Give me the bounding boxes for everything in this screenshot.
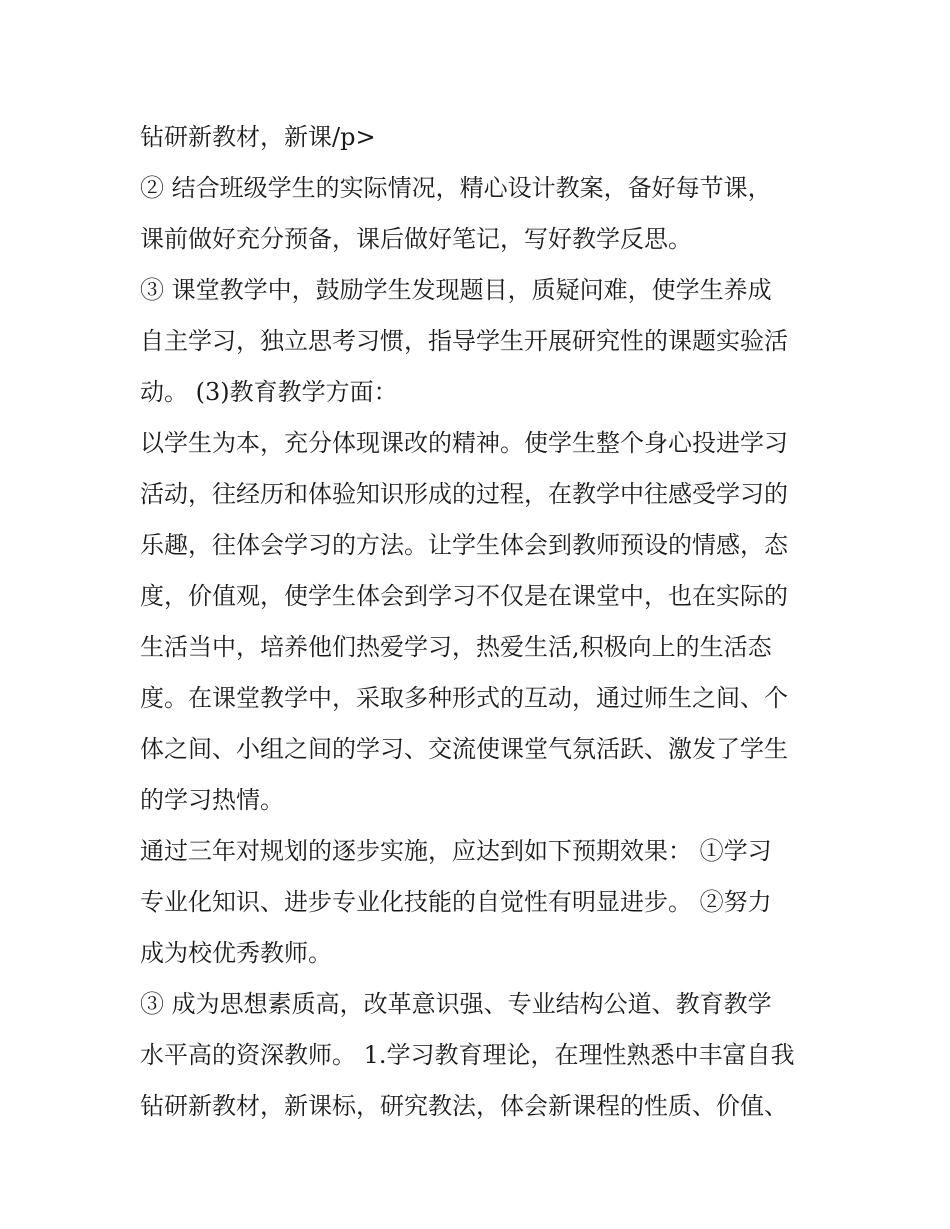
text-line: 乐趣，往体会学习的方法。让学生体会到教师预设的情感，态 bbox=[140, 531, 788, 559]
paragraph-6 bbox=[140, 979, 820, 1132]
text-line: 活动，往经历和体验知识形成的过程，在教学中往感受学习的 bbox=[140, 480, 788, 508]
paragraph-5 bbox=[140, 826, 820, 979]
document-body bbox=[140, 112, 820, 1132]
text-line: ③ 课堂教学中，鼓励学生发现题目，质疑问难，使学生养成 bbox=[140, 276, 772, 304]
text-line: 钻研新教材，新课/p> bbox=[140, 123, 376, 151]
text-line: ② 结合班级学生的实际情况，精心设计教案，备好每节课， bbox=[140, 174, 772, 202]
paragraph-1 bbox=[140, 112, 820, 163]
text-line: 体之间、小组之间的学习、交流使课堂气氛活跃、激发了学生 bbox=[140, 735, 788, 763]
text-line: 成为校优秀教师。 bbox=[140, 939, 332, 967]
text-line: 度，价值观，使学生体会到学习不仅是在课堂中，也在实际的 bbox=[140, 582, 788, 610]
text-line: 通过三年对规划的逐步实施，应达到如下预期效果： ①学习 bbox=[140, 837, 772, 865]
text-line: 水平高的资深教师。 1.学习教育理论，在理性熟悉中丰富自我 bbox=[140, 1041, 795, 1069]
paragraph-2 bbox=[140, 163, 820, 265]
text-line: 动。 (3)教育教学方面： bbox=[140, 378, 398, 406]
text-line: 钻研新教材，新课标，研究教法，体会新课程的性质、价值、 bbox=[140, 1092, 788, 1120]
text-line: 度。在课堂教学中，采取多种形式的互动，通过师生之间、个 bbox=[140, 684, 788, 712]
text-line: 专业化知识、进步专业化技能的自觉性有明显进步。 ②努力 bbox=[140, 888, 772, 916]
paragraph-4 bbox=[140, 418, 820, 826]
paragraph-3 bbox=[140, 265, 820, 418]
text-line: 生活当中，培养他们热爱学习，热爱生活,积极向上的生活态 bbox=[140, 633, 772, 661]
text-line: 的学习热情。 bbox=[140, 786, 284, 814]
text-line: ③ 成为思想素质高，改革意识强、专业结构公道、教育教学 bbox=[140, 990, 772, 1018]
text-line: 自主学习，独立思考习惯，指导学生开展研究性的课题实验活 bbox=[140, 327, 788, 355]
text-line: 课前做好充分预备，课后做好笔记，写好教学反思。 bbox=[140, 225, 692, 253]
text-line: 以学生为本，充分体现课改的精神。使学生整个身心投进学习 bbox=[140, 429, 788, 457]
